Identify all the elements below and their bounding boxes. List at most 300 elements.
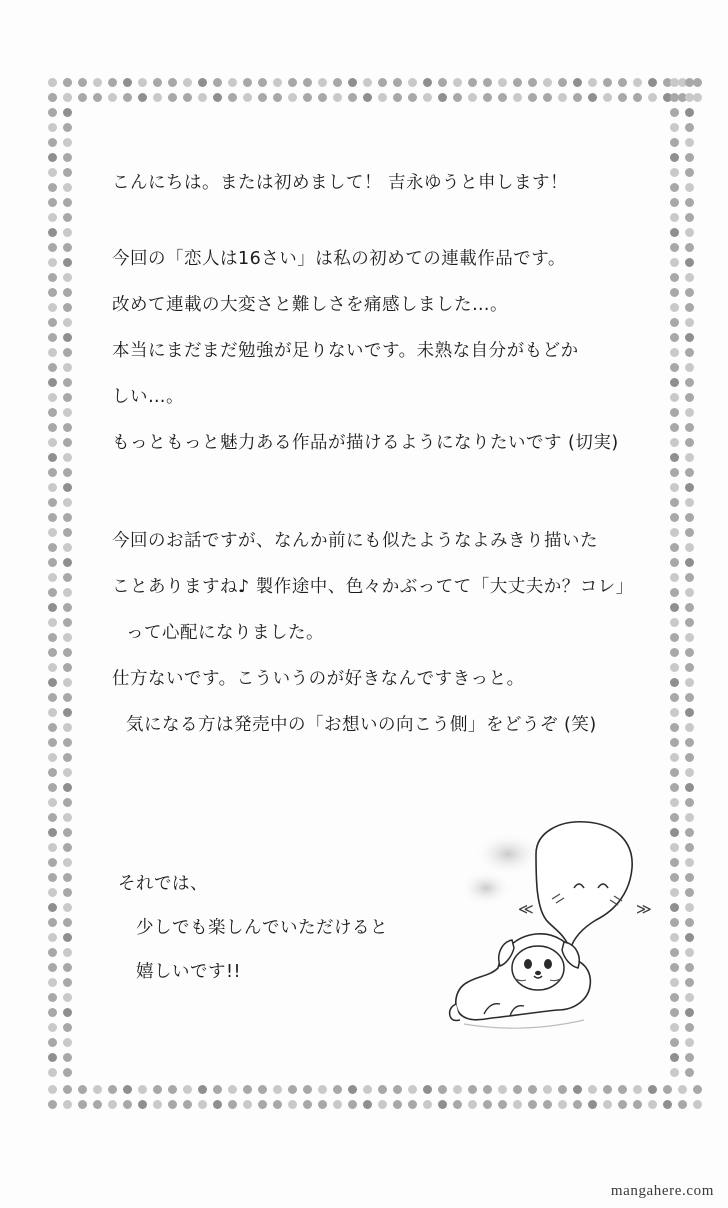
border-dot: [483, 78, 492, 87]
border-dot: [48, 858, 57, 867]
border-dot: [670, 648, 679, 657]
border-dot: [318, 1100, 327, 1109]
border-dot: [468, 93, 477, 102]
border-dot: [48, 663, 57, 672]
border-dot: [603, 1085, 612, 1094]
border-dot: [48, 498, 57, 507]
border-dot: [93, 93, 102, 102]
border-dot: [153, 1100, 162, 1109]
watermark: mangahere.com: [610, 1183, 714, 1199]
border-dot: [558, 78, 567, 87]
border-dot: [213, 93, 222, 102]
border-dot: [685, 633, 694, 642]
border-dot: [198, 93, 207, 102]
border-dot: [273, 1100, 282, 1109]
border-dot: [63, 588, 72, 597]
border-dot: [63, 393, 72, 402]
border-dot: [168, 78, 177, 87]
border-dot: [48, 333, 57, 342]
border-dot: [63, 318, 72, 327]
border-dot: [48, 1038, 57, 1047]
border-dot: [48, 243, 57, 252]
border-dot: [63, 573, 72, 582]
border-dot: [670, 348, 679, 357]
note-line: 気になる方は発売中の「お想いの向こう側」をどうぞ (笑): [126, 715, 597, 735]
border-dot: [498, 1085, 507, 1094]
border-dot: [243, 1100, 252, 1109]
border-dot: [138, 93, 147, 102]
border-dot: [48, 813, 57, 822]
border-dot: [48, 198, 57, 207]
border-dot: [48, 153, 57, 162]
border-dot: [468, 78, 477, 87]
border-dot: [78, 1100, 87, 1109]
border-dot: [528, 1100, 537, 1109]
border-dot: [63, 738, 72, 747]
border-dot: [63, 363, 72, 372]
border-dot: [318, 1085, 327, 1094]
border-dot: [48, 693, 57, 702]
border-dot: [273, 78, 282, 87]
note-line: 改めて連載の大変さと難しさを痛感しました…。: [112, 295, 508, 315]
border-dot: [63, 783, 72, 792]
border-dot: [685, 393, 694, 402]
border-dot: [670, 423, 679, 432]
paragraph-about-story: [112, 518, 660, 748]
border-dot: [63, 183, 72, 192]
border-dot: [363, 78, 372, 87]
border-dot: [670, 663, 679, 672]
border-dot: [670, 78, 679, 87]
border-dot: [228, 78, 237, 87]
paragraph-about-series: [112, 236, 660, 466]
border-dot: [48, 753, 57, 762]
border-dot: [670, 963, 679, 972]
border-dot: [48, 903, 57, 912]
border-dot: [685, 453, 694, 462]
border-dot: [573, 78, 582, 87]
border-dot: [588, 93, 597, 102]
border-dot: [670, 573, 679, 582]
border-dot: [48, 798, 57, 807]
border-dot: [670, 888, 679, 897]
border-dot: [558, 1085, 567, 1094]
border-dot: [670, 798, 679, 807]
border-dot: [670, 1053, 679, 1062]
border-dot: [685, 378, 694, 387]
closing-line: 嬉しいです!!: [136, 962, 242, 982]
border-dot: [685, 78, 694, 87]
border-dots-right: [670, 78, 694, 1077]
border-dot: [348, 1085, 357, 1094]
border-dot: [685, 933, 694, 942]
border-dot: [603, 78, 612, 87]
border-dot: [63, 723, 72, 732]
border-dot: [48, 1068, 57, 1077]
border-dot: [685, 543, 694, 552]
border-dot: [78, 1085, 87, 1094]
border-dot: [168, 1100, 177, 1109]
border-dot: [685, 828, 694, 837]
border-dot: [168, 93, 177, 102]
border-dot: [670, 948, 679, 957]
border-dot: [670, 318, 679, 327]
border-dot: [63, 663, 72, 672]
border-dot: [198, 78, 207, 87]
border-dot: [423, 93, 432, 102]
border-dot: [48, 228, 57, 237]
border-dot: [63, 483, 72, 492]
border-dot: [685, 468, 694, 477]
border-dot: [468, 1100, 477, 1109]
closing-line: 少しでも楽しんでいただけると: [136, 918, 388, 938]
border-dot: [153, 93, 162, 102]
border-dot: [670, 243, 679, 252]
border-dot: [108, 93, 117, 102]
border-dot: [48, 393, 57, 402]
border-dot: [63, 1068, 72, 1077]
border-dot: [63, 198, 72, 207]
border-dot: [498, 93, 507, 102]
border-dot: [468, 1085, 477, 1094]
border-dot: [63, 153, 72, 162]
border-dot: [685, 273, 694, 282]
note-line: 今回のお話ですが、なんか前にも似たようなよみきり描いた: [112, 531, 598, 551]
border-dot: [670, 693, 679, 702]
border-dot: [633, 1085, 642, 1094]
border-dot: [123, 78, 132, 87]
border-dot: [63, 933, 72, 942]
border-dot: [138, 1085, 147, 1094]
border-dot: [48, 708, 57, 717]
border-dot: [648, 1085, 657, 1094]
border-dot: [513, 1085, 522, 1094]
border-dot: [618, 1085, 627, 1094]
border-dot: [63, 648, 72, 657]
border-dot: [618, 78, 627, 87]
border-dot: [685, 198, 694, 207]
border-dot: [48, 108, 57, 117]
border-dot: [63, 948, 72, 957]
border-dot: [453, 93, 462, 102]
border-dot: [453, 1100, 462, 1109]
border-dot: [678, 1100, 687, 1109]
border-dot: [243, 1085, 252, 1094]
border-dot: [63, 273, 72, 282]
note-line: こんにちは。または初めまして！ 吉永ゆうと申します！: [112, 173, 569, 193]
border-dot: [670, 768, 679, 777]
border-dot: [685, 1038, 694, 1047]
border-dot: [48, 1023, 57, 1032]
border-dot: [48, 573, 57, 582]
border-dot: [63, 558, 72, 567]
border-dot: [693, 1085, 702, 1094]
border-dot: [670, 1008, 679, 1017]
border-dot: [48, 588, 57, 597]
border-dot: [333, 93, 342, 102]
border-dot: [333, 1100, 342, 1109]
border-dot: [48, 948, 57, 957]
border-dot: [408, 93, 417, 102]
border-dot: [63, 618, 72, 627]
border-dot: [63, 753, 72, 762]
border-dot: [228, 1085, 237, 1094]
border-dot: [63, 543, 72, 552]
border-dot: [685, 513, 694, 522]
border-dot: [408, 1100, 417, 1109]
border-dot: [670, 1023, 679, 1032]
border-dot: [670, 393, 679, 402]
border-dot: [63, 498, 72, 507]
border-dot: [685, 318, 694, 327]
border-dot: [63, 678, 72, 687]
note-line: 本当にまだまだ勉強が足りないです。未熟な自分がもどか: [112, 341, 579, 361]
border-dot: [648, 93, 657, 102]
border-dot: [685, 1053, 694, 1062]
border-dot: [363, 1100, 372, 1109]
svg-text:≪: ≪: [518, 900, 534, 918]
border-dot: [48, 783, 57, 792]
border-dot: [48, 438, 57, 447]
border-dot: [48, 213, 57, 222]
border-dot: [685, 498, 694, 507]
border-dot: [633, 93, 642, 102]
border-dot: [670, 603, 679, 612]
border-dot: [588, 78, 597, 87]
border-dot: [48, 633, 57, 642]
border-dot: [378, 1100, 387, 1109]
border-dot: [685, 1068, 694, 1077]
border-dot: [423, 78, 432, 87]
closing-line: それでは、: [118, 874, 208, 894]
border-dot: [453, 78, 462, 87]
border-dot: [288, 1100, 297, 1109]
border-dot: [685, 423, 694, 432]
border-dot: [685, 708, 694, 717]
border-dot: [63, 843, 72, 852]
border-dot: [63, 693, 72, 702]
border-dot: [303, 1085, 312, 1094]
border-dot: [618, 93, 627, 102]
border-dot: [438, 1085, 447, 1094]
border-dot: [573, 93, 582, 102]
border-dot: [685, 123, 694, 132]
border-dot: [670, 903, 679, 912]
border-dot: [63, 873, 72, 882]
border-dot: [48, 288, 57, 297]
border-dot: [633, 78, 642, 87]
border-dot: [670, 288, 679, 297]
border-dot: [63, 1100, 72, 1109]
border-dot: [670, 783, 679, 792]
border-dot: [63, 993, 72, 1002]
note-line: って心配になりました。: [126, 623, 324, 643]
border-dot: [670, 1068, 679, 1077]
border-dot: [63, 348, 72, 357]
border-dot: [648, 78, 657, 87]
border-dot: [138, 1100, 147, 1109]
border-dot: [670, 123, 679, 132]
border-dot: [213, 1100, 222, 1109]
border-dot: [63, 903, 72, 912]
border-dot: [273, 93, 282, 102]
border-dots-bottom: [48, 1085, 702, 1109]
border-dot: [48, 1085, 57, 1094]
border-dot: [63, 168, 72, 177]
border-dot: [685, 618, 694, 627]
border-dot: [63, 423, 72, 432]
border-dot: [438, 78, 447, 87]
border-dot: [108, 1085, 117, 1094]
border-dot: [670, 738, 679, 747]
border-dot: [670, 138, 679, 147]
border-dot: [685, 783, 694, 792]
border-dot: [63, 123, 72, 132]
border-dot: [670, 378, 679, 387]
border-dot: [685, 678, 694, 687]
border-dot: [63, 888, 72, 897]
border-dot: [670, 408, 679, 417]
border-dot: [288, 78, 297, 87]
border-dot: [48, 348, 57, 357]
border-dot: [183, 78, 192, 87]
border-dot: [48, 768, 57, 777]
border-dot: [685, 363, 694, 372]
border-dot: [685, 438, 694, 447]
border-dot: [63, 1085, 72, 1094]
border-dot: [685, 693, 694, 702]
border-dot: [588, 1085, 597, 1094]
border-dot: [48, 273, 57, 282]
border-dot: [333, 1085, 342, 1094]
border-dot: [670, 183, 679, 192]
border-dot: [78, 78, 87, 87]
border-dot: [63, 138, 72, 147]
border-dot: [183, 1100, 192, 1109]
border-dot: [670, 513, 679, 522]
border-dot: [693, 78, 702, 87]
border-dot: [258, 78, 267, 87]
border-dot: [685, 333, 694, 342]
border-dot: [685, 648, 694, 657]
border-dot: [93, 1085, 102, 1094]
border-dot: [408, 78, 417, 87]
border-dot: [48, 1100, 57, 1109]
border-dot: [543, 93, 552, 102]
border-dot: [558, 93, 567, 102]
note-line: 今回の「恋人は16さい」は私の初めての連載作品です。: [112, 249, 566, 269]
border-dot: [670, 333, 679, 342]
border-dot: [63, 963, 72, 972]
border-dot: [93, 78, 102, 87]
svg-text:≫: ≫: [636, 900, 652, 918]
border-dot: [63, 333, 72, 342]
border-dot: [693, 93, 702, 102]
border-dot: [63, 288, 72, 297]
border-dot: [93, 1100, 102, 1109]
border-dot: [670, 498, 679, 507]
border-dot: [288, 1085, 297, 1094]
border-dot: [663, 1085, 672, 1094]
border-dot: [543, 1085, 552, 1094]
border-dot: [348, 78, 357, 87]
border-dot: [453, 1085, 462, 1094]
border-dot: [685, 843, 694, 852]
border-dot: [685, 588, 694, 597]
border-dot: [603, 93, 612, 102]
note-line: もっともっと魅力ある作品が描けるようになりたいです (切実): [112, 433, 619, 453]
border-dot: [670, 753, 679, 762]
border-dot: [48, 453, 57, 462]
border-dot: [213, 1085, 222, 1094]
border-dot: [573, 1100, 582, 1109]
border-dot: [663, 1100, 672, 1109]
border-dot: [303, 93, 312, 102]
border-dot: [63, 108, 72, 117]
border-dot: [48, 618, 57, 627]
closing-message: [118, 862, 458, 994]
border-dot: [685, 483, 694, 492]
border-dot: [48, 543, 57, 552]
border-dot: [348, 1100, 357, 1109]
border-dot: [303, 1100, 312, 1109]
border-dot: [685, 108, 694, 117]
border-dot: [483, 93, 492, 102]
border-dot: [670, 618, 679, 627]
border-dot: [685, 948, 694, 957]
border-dot: [685, 738, 694, 747]
border-dot: [393, 1085, 402, 1094]
border-dot: [670, 678, 679, 687]
border-dot: [588, 1100, 597, 1109]
border-dot: [685, 228, 694, 237]
border-dot: [393, 1100, 402, 1109]
border-dot: [48, 558, 57, 567]
border-dot: [393, 78, 402, 87]
border-dot: [670, 1038, 679, 1047]
border-dot: [363, 1085, 372, 1094]
border-dot: [63, 258, 72, 267]
border-dot: [48, 993, 57, 1002]
border-dot: [258, 1085, 267, 1094]
border-dot: [198, 1085, 207, 1094]
border-dot: [483, 1085, 492, 1094]
border-dot: [685, 213, 694, 222]
border-dot: [48, 378, 57, 387]
border-dot: [303, 78, 312, 87]
border-dot: [633, 1100, 642, 1109]
border-dot: [648, 1100, 657, 1109]
border-dot: [558, 1100, 567, 1109]
border-dot: [685, 348, 694, 357]
border-dot: [685, 258, 694, 267]
border-dot: [685, 723, 694, 732]
paragraph-greeting: [112, 160, 660, 206]
border-dot: [513, 78, 522, 87]
border-dot: [123, 1085, 132, 1094]
border-dot: [498, 78, 507, 87]
border-dot: [48, 978, 57, 987]
border-dot: [685, 1008, 694, 1017]
border-dot: [48, 408, 57, 417]
border-dot: [48, 93, 57, 102]
border-dot: [348, 93, 357, 102]
border-dot: [670, 228, 679, 237]
border-dot: [63, 408, 72, 417]
border-dot: [228, 1100, 237, 1109]
border-dot: [685, 858, 694, 867]
border-dot: [63, 768, 72, 777]
